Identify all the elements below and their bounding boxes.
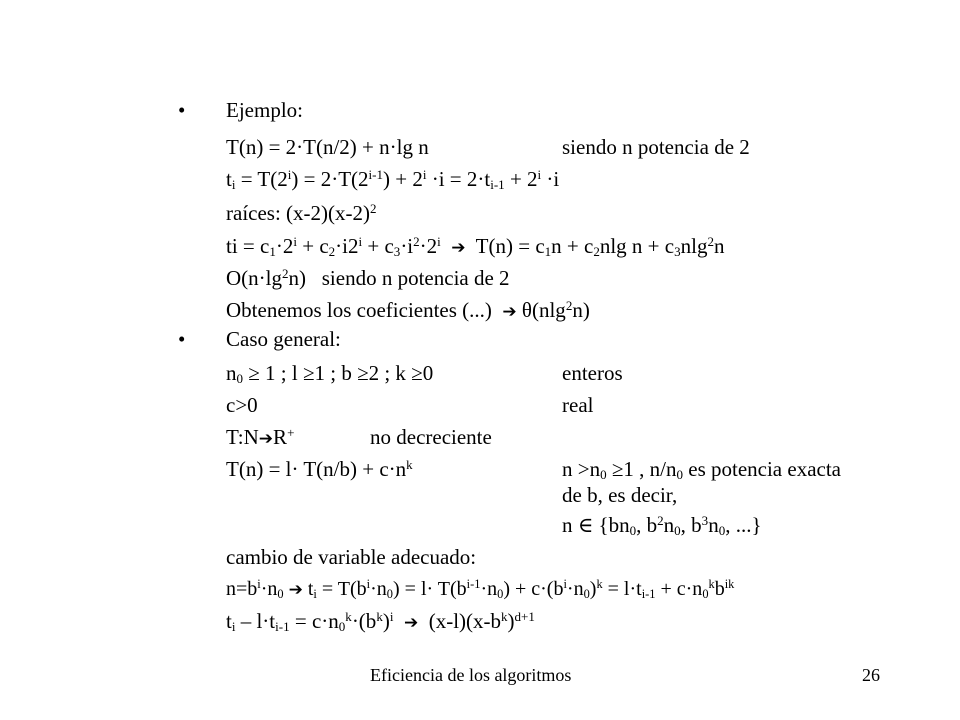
bullet-marker: • [178,98,186,122]
general-case-heading: Caso general: [226,327,341,351]
general-recurrence-condition: $n >n_0 \ge 1$ , $n/n_0$ es potencia exacta de b, es decir, [562,457,841,507]
page-number: 26 [862,665,880,685]
substitution-line: $n=b^i\cdot n_0$ ➔ $t_i = T(b^i\cdot n_0) = l\cdot T(b^{i-1}\cdot n_0) + c\cdot(b^i\cdot n_0)^k = l\cdot t_{i-1} + c\cdot n_0^kb^{ik}$ [226,577,735,602]
c-line: c>0 [226,393,258,417]
arrow-icon: ➔ [502,302,517,322]
arrow-icon: ➔ [403,613,419,633]
footer-title: Eficiencia de los algoritmos [370,665,572,685]
arrow-icon: ➔ [258,429,274,449]
roots-line: raíces: $(x-2)(x-2)^2$ [226,200,377,225]
arrow-icon: ➔ [451,238,466,258]
order-line: $O(n\cdot\lg^2n)$ siendo n potencia de 2 [226,265,510,290]
t-function-property: no decreciente [370,425,492,449]
solution-line: ti = $c_1\cdot 2^i + c_2\cdot i2^i + c_3\cdot i^2\cdot 2^i$ ➔ $T(n) = c_1n + c_2nlg$ $n + c_3nlg^2n$ [226,233,725,260]
t-function-line: T:N➔R+ [226,424,295,449]
example-heading: Ejemplo: [226,98,303,122]
change-variable-heading: cambio de variable adecuado: [226,545,477,569]
final-line: $t_i - l\cdot t_{i-1} = c\cdot n_0^k\cdot(b^k)^i$ ➔ $(x-l)(x-b^k)^{d+1}$ [226,608,535,635]
coefficients-line: Obtenemos los coeficientes (...) ➔ θ(nlg$^2$n) [226,297,590,322]
arrow-icon: ➔ [288,580,303,600]
bullet-marker: • [178,327,186,351]
recurrence-condition: siendo n potencia de 2 [562,135,750,159]
change-variable-line: $t_i = T(2^i) = 2\cdot T(2^{i-1}) + 2^i \cdot i = 2\cdot t_{i-1} + 2^i \cdot i$ [226,166,560,193]
conditions-type: enteros [562,361,623,385]
general-recurrence-line: $T(n) = l\cdot T(n/b) + c\cdot n^k$ [226,456,413,481]
c-type: real [562,393,594,417]
recurrence-line: T(n) = 2·T(n/2) + n·lg n [226,135,429,159]
conditions-line: $n_0 \ge 1$ ; l ≥1 ; b ≥2 ; k ≥0 [226,361,434,387]
set-line: n ∈ {$bn_0$, $b^2n_0$, $b^3n_0$, ...} [562,512,762,539]
